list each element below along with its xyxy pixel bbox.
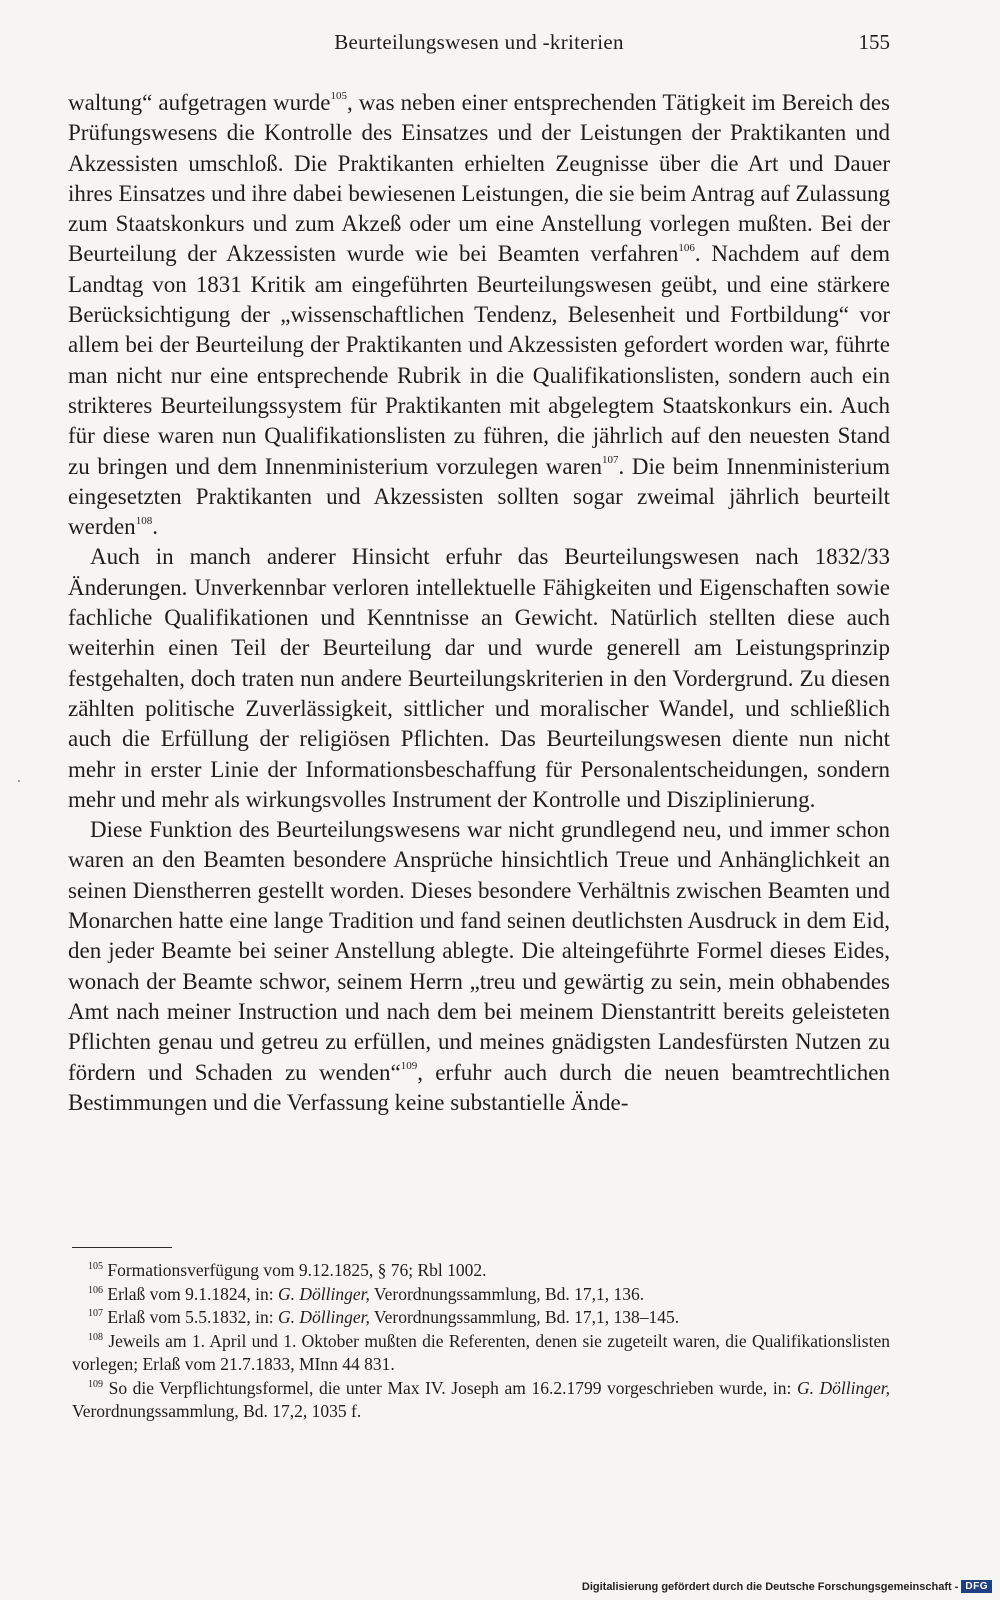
paragraph-1: waltung“ aufgetragen wurde$^{105}$, was neben einer entsprechenden Tätigkeit im Bereich des Prüfungswesens die Kontrolle des Einsatzes und der Leistungen der Praktikanten und Akzessisten umschloß. Die Praktikanten erhielten Zeugnisse über die Art und Dauer ihres Einsatzes und ihre dabei bewiesenen Leistungen, die sie beim Antrag auf Zulassung zum Staatskonkurs und zum Akzeß oder um eine Anstellung vorlegen mußten. Bei der Beurteilung der Akzessisten wurde wie bei Beamten verfahren$^{106}$. Nachdem auf dem Landtag von 1831 Kritik am eingeführten Beurteilungswesen geübt, und eine stärkere Berücksichtigung der „wissenschaftlichen Tendenz, Belesenheit und Fortbildung“ vor allem bei der Beurteilung der Praktikanten und Akzessisten gefordert worden war, führte man nicht nur eine entsprechende Rubrik in die Qualifikationslisten, sondern auch ein strikteres Beurteilungssystem für Praktikanten mit abgelegtem Staatskonkurs ein. Auch für diese waren nun Qualifikationslisten zu führen, die jährlich auf den neuesten Stand zu bringen und dem Innenministerium vorzulegen waren$^{107}$. Die beim Innenministerium eingesetzten Praktikanten und Akzessisten sollten sogar zweimal jährlich beurteilt werden$^{108}$. [68, 90, 891, 540]
running-title: Beurteilungswesen und -kriterien [334, 30, 624, 54]
main-text [68, 88, 890, 1118]
footnote-ref-105: 105 [330, 90, 347, 103]
author-name: G. Döllinger, [277, 1283, 370, 1304]
page-number: 155 [858, 30, 890, 54]
paragraph-3: Diese Funktion des Beurteilungswesens war nicht grundlegend neu, und immer schon waren an den Beamten besondere Ansprüche hinsichtlich Treue und Anhänglichkeit an seinen Dienstherren gestellt worden. Dieses besondere Verhältnis zwischen Beamten und Monarchen hatte eine lange Tradition und fand seinen deutlichsten Ausdruck in dem Eid, den jeder Beamte bei seiner Anstellung ablegte. Die alteingeführte Formel dieses Eides, wonach der Beamte schwor, seinem Herrn „treu und gewärtig zu sein, mein obhabendes Amt nach meiner Instruction und nach dem bei meinem Dienstantritt bereits geleisteten Pflichten genau und getreu zu erfüllen, und meines gnädigsten Landesfürsten Nutzen zu fördern und Schaden zu wenden“$^{109}$, erfuhr auch durch die neuen beamtrechtlichen Bestimmungen und die Verfassung keine substantielle Ände- [68, 817, 890, 1115]
author-name: G. Döllinger, [796, 1377, 891, 1398]
footnote-ref-108: 108 [135, 514, 153, 527]
footnote-109: $^{109}$ So die Verpflichtungsformel, die unter Max IV. Joseph am 16.2.1799 vorgeschrieben wurde, in: G. Döllinger, Verordnungssammlung, Bd. 17,2, 1035 f. [72, 1377, 891, 1421]
footnote-ref-109: 109 [400, 1059, 418, 1072]
footnote-106: $^{106}$ Erlaß vom 9.1.1824, in: G. Döllinger, Verordnungssammlung, Bd. 17,1, 136. [88, 1283, 645, 1304]
footnote-ref-106: 106 [678, 241, 695, 254]
footnote-107: $^{107}$ Erlaß vom 5.5.1832, in: G. Döllinger, Verordnungssammlung, Bd. 17,1, 138–145. [88, 1307, 680, 1327]
footnote-separator [72, 1247, 172, 1248]
credit-text: Digitalisierung gefördert durch die Deutsche Forschungsgemeinschaft - [581, 1580, 959, 1593]
footnote-108: $^{108}$ Jeweils am 1. April und 1. Oktober mußten die Referenten, denen sie zugeteilt waren, die Qualifikationslisten vorlegen; Erlaß vom 21.7.1833, MInn 44 831. [72, 1330, 890, 1374]
footnote-ref-107: 107 [602, 453, 619, 466]
footnotes [72, 1259, 890, 1424]
running-head [68, 30, 890, 58]
author-name: G. Döllinger, [277, 1307, 370, 1327]
dfg-logo: DFG [961, 1580, 992, 1593]
paragraph-2: Auch in manch anderer Hinsicht erfuhr das Beurteilungswesen nach 1832/33 Änderungen. Unverkennbar verloren intellektuelle Fähigkeiten und Eigenschaften sowie fachliche Qualifikationen und Kenntnisse an Gewicht. Natürlich stellten diese auch weiterhin einen Teil der Beurteilung dar und wurde generell am Leistungsprinzip festgehalten, doch traten nun andere Beurteilungskriterien in den Vordergrund. Zu diesen zählten politische Zuverlässigkeit, sittlicher und moralischer Wandel, und schließlich auch die Erfüllung der religiösen Pflichten. Das Beurteilungswesen diente nun nicht mehr in erster Linie der Informationsbeschaffung für Personalentscheidungen, sondern mehr und mehr als wirkungsvolles Instrument der Kontrolle und Disziplinierung. [68, 544, 890, 812]
digitization-credit [582, 1580, 992, 1593]
footnote-105: $^{105}$ Formationsverfügung vom 9.12.1825, § 76; Rbl 1002. [88, 1260, 487, 1280]
scan-speck [18, 780, 20, 782]
